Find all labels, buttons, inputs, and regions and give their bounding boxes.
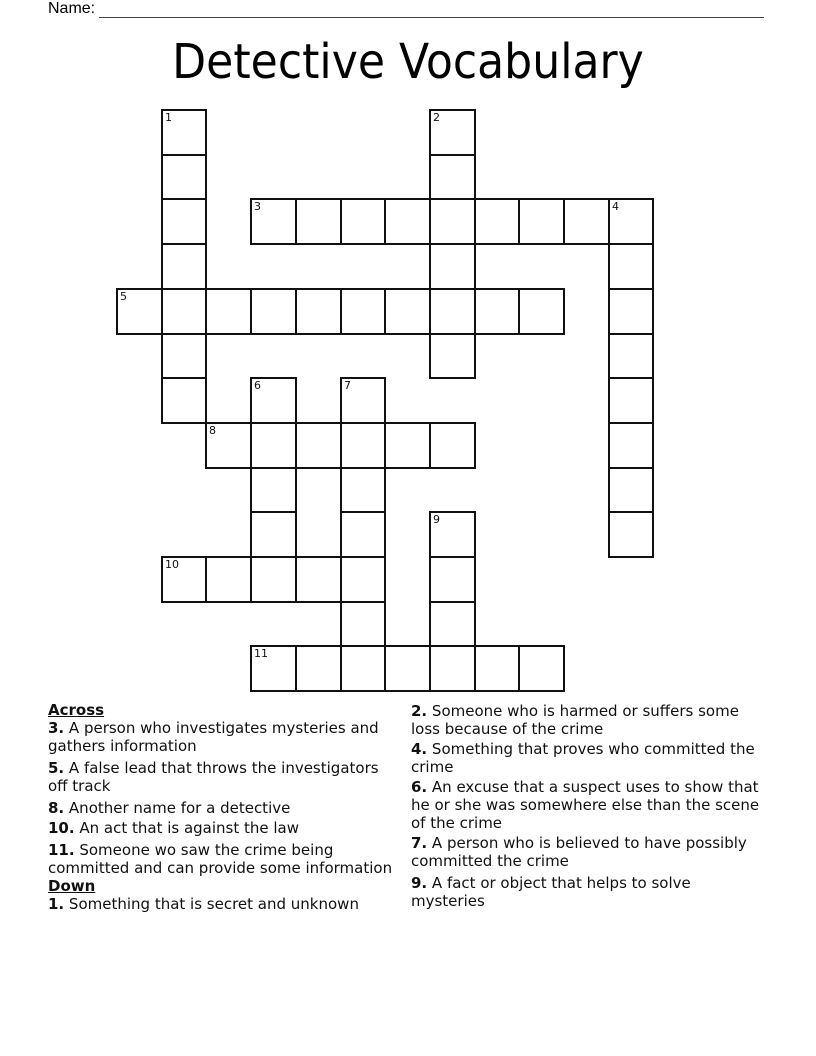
- crossword-cell[interactable]: [161, 288, 207, 335]
- crossword-cell[interactable]: [429, 511, 476, 558]
- crossword-cell[interactable]: [340, 198, 386, 245]
- clue-text: Someone wo saw the crime being committed and can provide some information: [48, 841, 393, 877]
- clue-across-11: [48, 841, 398, 877]
- crossword-cell[interactable]: [295, 556, 342, 603]
- clue-text: Someone who is harmed or suffers some loss because of the crime: [411, 702, 739, 738]
- crossword-cell[interactable]: [161, 556, 207, 603]
- crossword-cell[interactable]: [295, 422, 342, 469]
- clue-down-4: [411, 740, 761, 776]
- crossword-cell[interactable]: [608, 198, 654, 245]
- crossword-cell[interactable]: [161, 333, 207, 379]
- clue-down-1: [48, 895, 398, 913]
- clue-number: 2.: [411, 702, 428, 720]
- crossword-cell[interactable]: [250, 422, 297, 469]
- clue-number-label: 6: [254, 379, 261, 392]
- crossword-cell[interactable]: [608, 467, 654, 513]
- clue-text: Something that proves who committed the crime: [411, 740, 755, 776]
- clue-number: 5.: [48, 759, 65, 777]
- crossword-cell[interactable]: [429, 556, 476, 603]
- crossword-cell[interactable]: [340, 288, 386, 335]
- crossword-cell[interactable]: [384, 288, 431, 335]
- clue-text: An excuse that a suspect uses to show that he or she was somewhere else than the scene of the crime: [411, 778, 760, 832]
- clue-number-label: 1: [165, 111, 172, 124]
- crossword-cell[interactable]: [250, 288, 297, 335]
- clue-number: 9.: [411, 874, 428, 892]
- crossword-cell[interactable]: [429, 333, 476, 379]
- crossword-cell[interactable]: [250, 511, 297, 558]
- clue-number-label: 11: [254, 647, 268, 660]
- clue-number: 1.: [48, 895, 65, 913]
- crossword-cell[interactable]: [429, 288, 476, 335]
- clue-text: A fact or object that helps to solve mysteries: [411, 874, 691, 910]
- crossword-cell[interactable]: [205, 288, 252, 335]
- crossword-cell[interactable]: [340, 645, 386, 692]
- crossword-cell[interactable]: [205, 422, 252, 469]
- name-label: Name:: [48, 0, 96, 17]
- crossword-cell[interactable]: [340, 556, 386, 603]
- crossword-cell[interactable]: [608, 511, 654, 558]
- clue-number: 4.: [411, 740, 428, 758]
- crossword-cell[interactable]: [429, 109, 476, 156]
- clue-number-label: 5: [120, 290, 127, 303]
- clue-text: A false lead that throws the investigators off track: [48, 759, 379, 795]
- crossword-cell[interactable]: [340, 511, 386, 558]
- clue-down-6: [411, 778, 761, 832]
- crossword-cell[interactable]: [250, 467, 297, 513]
- clue-number-label: 10: [165, 558, 179, 571]
- clue-number: 3.: [48, 719, 65, 737]
- crossword-cell[interactable]: [250, 645, 297, 692]
- clue-number-label: 7: [344, 379, 351, 392]
- crossword-cell[interactable]: [116, 288, 163, 335]
- crossword-cell[interactable]: [295, 198, 342, 245]
- crossword-cell[interactable]: [384, 422, 431, 469]
- clue-number: 8.: [48, 799, 65, 817]
- crossword-cell[interactable]: [250, 556, 297, 603]
- crossword-cell[interactable]: [340, 601, 386, 647]
- clue-number-label: 2: [433, 111, 440, 124]
- crossword-cell[interactable]: [384, 198, 431, 245]
- clue-text: A person who investigates mysteries and gathers information: [48, 719, 379, 755]
- crossword-cell[interactable]: [205, 556, 252, 603]
- clue-text: Another name for a detective: [68, 799, 291, 817]
- crossword-cell[interactable]: [295, 645, 342, 692]
- clue-across-8: [48, 799, 398, 817]
- crossword-cell[interactable]: [429, 422, 476, 469]
- page-title: Detective Vocabulary: [172, 34, 644, 90]
- crossword-cell[interactable]: [474, 288, 520, 335]
- clues-left-column: [48, 701, 398, 917]
- clue-number: 10.: [48, 819, 75, 837]
- crossword-cell[interactable]: [161, 377, 207, 424]
- crossword-cell[interactable]: [608, 333, 654, 379]
- crossword-cell[interactable]: [384, 645, 431, 692]
- clue-down-9: [411, 874, 761, 910]
- clue-text: An act that is against the law: [79, 819, 300, 837]
- crossword-cell[interactable]: [474, 645, 520, 692]
- crossword-cell[interactable]: [161, 154, 207, 200]
- across-heading: Across: [48, 701, 105, 719]
- crossword-cell[interactable]: [429, 645, 476, 692]
- crossword-cell[interactable]: [518, 645, 565, 692]
- clue-across-10: [48, 819, 398, 837]
- crossword-cell[interactable]: [429, 198, 476, 245]
- crossword-cell[interactable]: [161, 198, 207, 245]
- clue-number: 7.: [411, 834, 428, 852]
- clue-text: A person who is believed to have possibly committed the crime: [411, 834, 747, 870]
- crossword-cell[interactable]: [340, 422, 386, 469]
- crossword-cell[interactable]: [161, 243, 207, 290]
- crossword-cell[interactable]: [608, 422, 654, 469]
- crossword-cell[interactable]: [518, 198, 565, 245]
- crossword-cell[interactable]: [518, 288, 565, 335]
- clue-number-label: 4: [612, 200, 619, 213]
- clue-down-2: [411, 702, 761, 738]
- clue-across-5: [48, 759, 398, 795]
- crossword-cell[interactable]: [474, 198, 520, 245]
- crossword-cell[interactable]: [429, 154, 476, 200]
- crossword-cell[interactable]: [161, 109, 207, 156]
- clue-number-label: 8: [209, 424, 216, 437]
- clue-number: 11.: [48, 841, 75, 859]
- crossword-cell[interactable]: [250, 377, 297, 424]
- down-heading: Down: [48, 877, 96, 895]
- crossword-cell[interactable]: [250, 198, 297, 245]
- clue-down-7: [411, 834, 761, 870]
- crossword-cell[interactable]: [340, 467, 386, 513]
- crossword-cell[interactable]: [340, 377, 386, 424]
- clue-number: 6.: [411, 778, 428, 796]
- crossword-cell[interactable]: [563, 198, 610, 245]
- clue-number-label: 3: [254, 200, 261, 213]
- crossword-cell[interactable]: [608, 288, 654, 335]
- crossword-cell[interactable]: [429, 243, 476, 290]
- clue-across-3: [48, 719, 398, 755]
- crossword-cell[interactable]: [295, 288, 342, 335]
- clues-right-column: [411, 702, 761, 914]
- crossword-cell[interactable]: [608, 243, 654, 290]
- clue-number-label: 9: [433, 513, 440, 526]
- crossword-cell[interactable]: [608, 377, 654, 424]
- clue-text: Something that is secret and unknown: [68, 895, 359, 913]
- crossword-cell[interactable]: [429, 601, 476, 647]
